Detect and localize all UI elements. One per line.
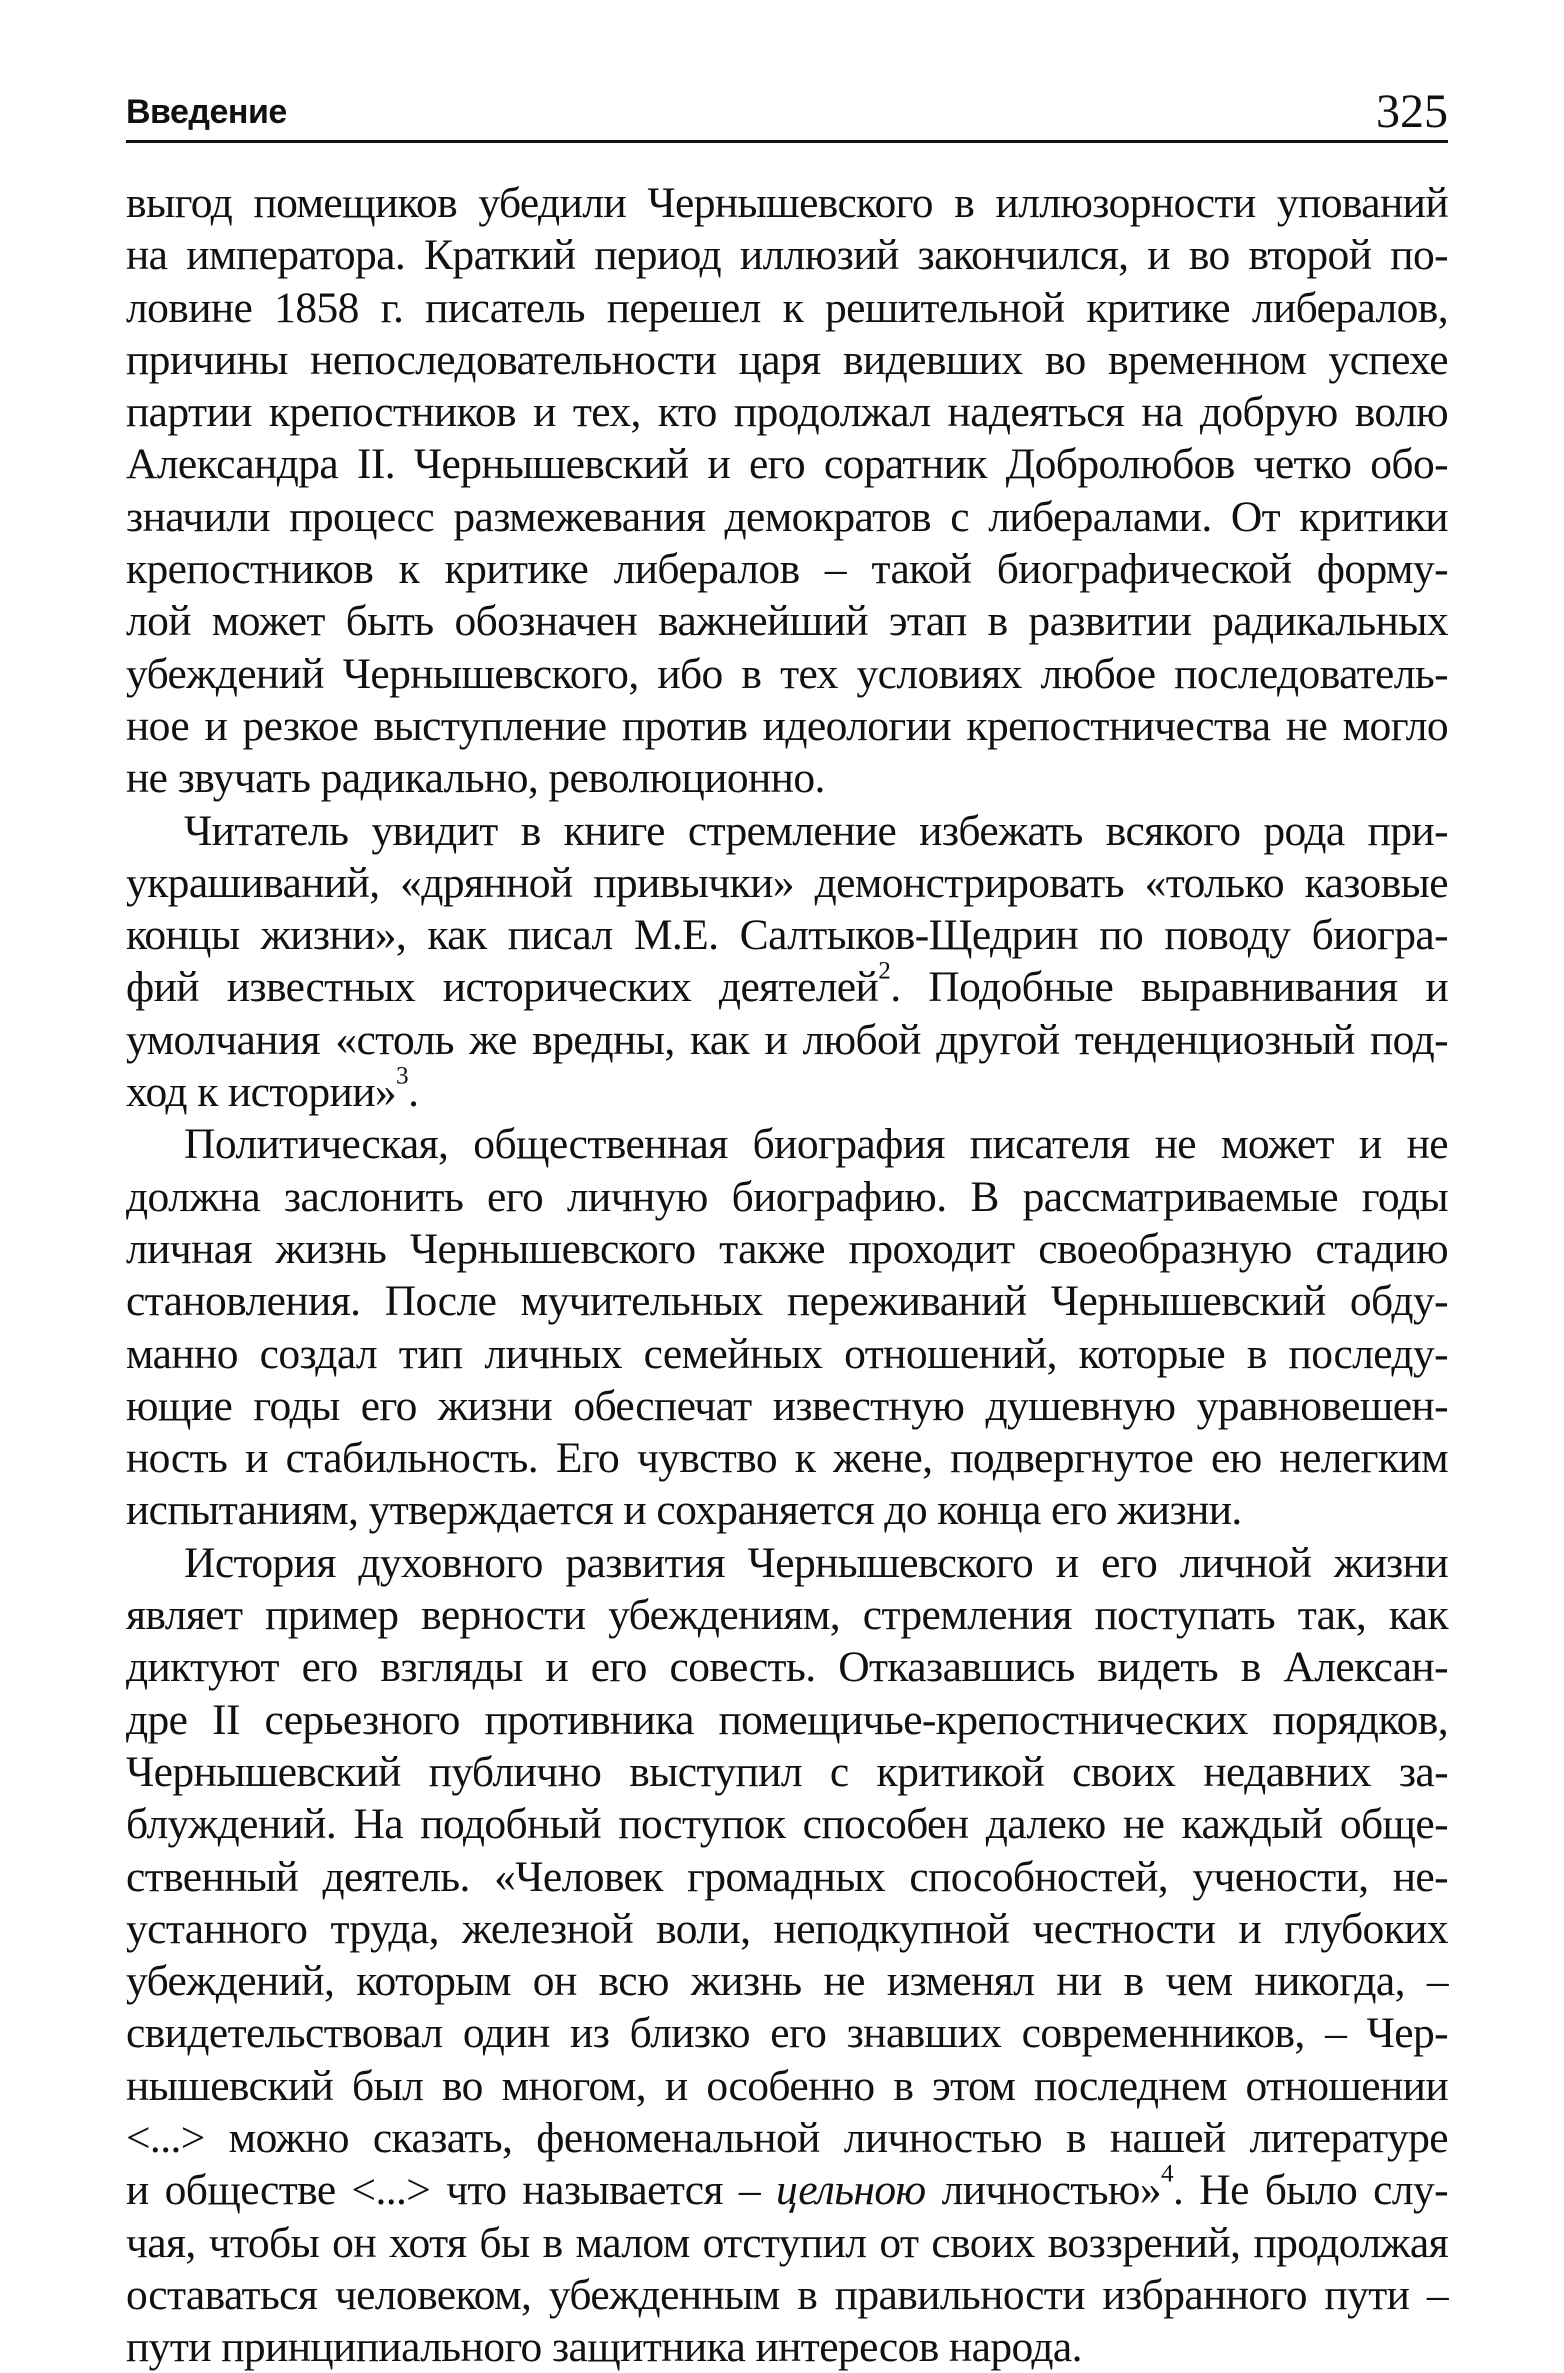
text-line: ход к истории»$^3$. — [126, 1062, 419, 1117]
text-line: нышевский был во многом, и особенно в этом последнем отношении — [126, 2061, 1448, 2110]
text-line: становления. После мучительных переживаний Чернышевский обду- — [126, 1277, 1448, 1326]
text-line: фий известных исторических деятелей$^2$. Подобные выравнивания и — [126, 957, 1449, 1012]
text-line: устанного труда, железной воли, неподкупной честности и глубоких — [126, 1904, 1448, 1953]
text-line: История духовного развития Чернышевского и его личной жизни — [184, 1538, 1448, 1587]
text-line: Александра II. Чернышевский и его соратник Добролюбов четко обо- — [126, 440, 1448, 489]
text-line: пути принципиального защитника интересов народа. — [126, 2323, 1082, 2372]
header-rule — [126, 140, 1448, 143]
text-line: испытаниям, утверждается и сохраняется до конца его жизни. — [126, 1486, 1242, 1535]
footnote-marker: 4 — [1160, 2160, 1173, 2188]
text-line: концы жизни», как писал М.Е. Салтыков-Щедрин по поводу биогра- — [126, 911, 1448, 960]
text-line: манно создал тип личных семейных отношений, которые в последу- — [126, 1329, 1448, 1378]
text-line: чая, чтобы он хотя бы в малом отступил от своих воззрений, продолжая — [126, 2218, 1448, 2267]
text-line: Читатель увидит в книге стремление избежать всякого рода при- — [184, 806, 1448, 855]
footnote-marker: 2 — [878, 957, 891, 985]
body-text — [126, 177, 1448, 2373]
paragraph-2 — [126, 805, 1448, 1119]
text-line: должна заслонить его личную биографию. В рассматриваемые годы — [126, 1172, 1448, 1221]
text-line: ловине 1858 г. писатель перешел к решительной критике либералов, — [126, 283, 1448, 332]
text-line: Политическая, общественная биография писателя не может и не — [184, 1120, 1448, 1169]
footnote-marker: 3 — [396, 1062, 409, 1090]
text-line: лой может быть обозначен важнейший этап в развитии радикальных — [126, 597, 1448, 646]
text-line: ственный деятель. «Человек громадных способностей, учености, не- — [126, 1852, 1448, 1901]
text-line: свидетельствовал один из близко его знавших современников, – Чер- — [126, 2009, 1448, 2058]
page-number: 325 — [1376, 85, 1448, 138]
paragraph-4 — [126, 1537, 1448, 2373]
text-line: ющие годы его жизни обеспечат известную душевную уравновешен- — [126, 1381, 1448, 1430]
text-line: на императора. Краткий период иллюзий закончился, и во второй по- — [126, 231, 1448, 280]
text-line: являет пример верности убеждениям, стремления поступать так, как — [126, 1591, 1448, 1640]
text-line: украшиваний, «дрянной привычки» демонстрировать «только казовые — [126, 858, 1448, 907]
text-line: оставаться человеком, убежденным в правильности избранного пути – — [126, 2270, 1448, 2319]
text-line: убеждений, которым он всю жизнь не изменял ни в чем никогда, – — [126, 1957, 1448, 2006]
text-line: партии крепостников и тех, кто продолжал надеяться на добрую волю — [126, 388, 1448, 437]
text-line: диктуют его взгляды и его совесть. Отказавшись видеть в Алексан- — [126, 1643, 1448, 1692]
text-line: Чернышевский публично выступил с критикой своих недавних за- — [126, 1747, 1448, 1796]
text-line: ное и резкое выступление против идеологии крепостничества не могло — [126, 701, 1448, 750]
text-line: убеждений Чернышевского, ибо в тех условиях любое последователь- — [126, 649, 1448, 698]
emphasis: цельною — [775, 2166, 926, 2215]
text-line: умолчания «столь же вредны, как и любой другой тенденциозный под- — [126, 1015, 1448, 1064]
paragraph-3 — [126, 1118, 1448, 1536]
text-line: выгод помещиков убедили Чернышевского в иллюзорности упований — [126, 179, 1448, 227]
section-title: Введение — [126, 93, 287, 131]
running-header — [126, 64, 1448, 142]
text-line: ность и стабильность. Его чувство к жене, подвергнутое ею нелегким — [126, 1434, 1448, 1483]
text-line: не звучать радикально, революционно. — [126, 754, 825, 803]
paragraph-1 — [126, 177, 1448, 805]
text-line: дре II серьезного противника помещичье-крепостнических порядков, — [126, 1695, 1448, 1744]
text-line: блуждений. На подобный поступок способен далеко не каждый обще- — [126, 1800, 1448, 1849]
text-line: причины непоследовательности царя видевших во временном успехе — [126, 335, 1448, 384]
text-line: крепостников к критике либералов – такой биографической форму- — [126, 545, 1448, 594]
text-line: личная жизнь Чернышевского также проходит своеобразную стадию — [126, 1224, 1448, 1273]
text-line: значили процесс размежевания демократов с либералами. От критики — [126, 492, 1448, 541]
text-line: <...> можно сказать, феноменальной личностью в нашей литературе — [126, 2113, 1448, 2162]
text-line: и обществе <...> что называется – цельною личностью»$^4$. Не было слу- — [126, 2160, 1449, 2215]
